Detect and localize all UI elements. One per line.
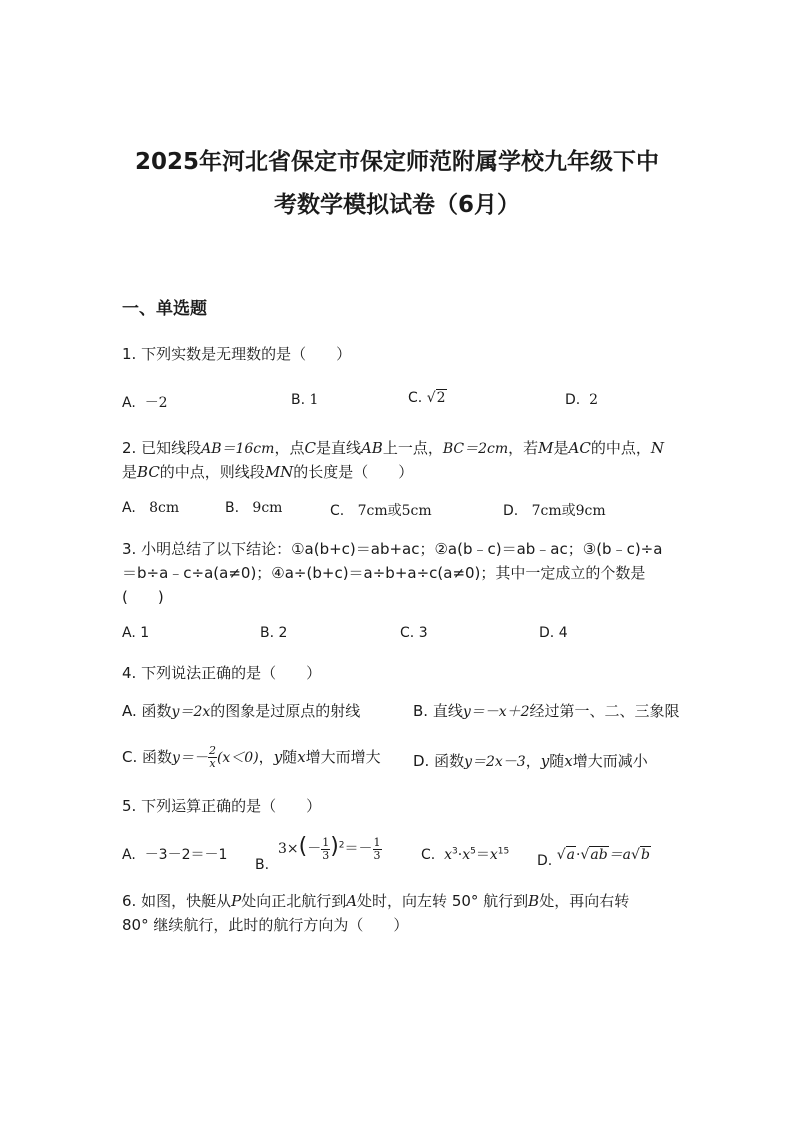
exam-title-line2: 考数学模拟试卷（6月）	[273, 192, 520, 218]
q2-option-a: A. 8cm	[122, 500, 180, 516]
q3-option-b: B. 2	[260, 625, 288, 641]
q5-option-b: B. 3×(－ $\frac{1}{3}$ )$^2$＝－ $\frac{1}{3}$	[255, 834, 381, 873]
q1-option-d: D. 2	[565, 392, 599, 408]
section-heading: 一、单选题	[122, 299, 207, 319]
q1-option-a: A. －2	[122, 395, 168, 411]
question-3-stem-line2: ＝b÷a﹣c÷a(a≠0)；④a÷(b+c)＝a÷b+a÷c(a≠0)；其中一定成立的个数是	[122, 564, 646, 582]
q3-option-a: A. 1	[122, 625, 150, 641]
question-4-stem: 4. 下列说法正确的是（ ）	[122, 664, 322, 682]
q4-option-b: B. 直线y＝－x＋2经过第一、二、三象限	[413, 702, 680, 720]
q4-option-d: D. 函数y＝2x－3，y随x增大而减小	[413, 752, 648, 770]
question-1-stem: 1. 下列实数是无理数的是（ ）	[122, 345, 352, 363]
q4-option-c: C. 函数y＝－ $\frac{2}{x}$ (x＜0)，y随x增大而增大	[122, 744, 381, 770]
q3-option-d: D. 4	[539, 625, 568, 641]
question-5-stem: 5. 下列运算正确的是（ ）	[122, 797, 322, 815]
question-6-stem-line1: 6. 如图，快艇从P处向正北航行到A处时，向左转 50° 航行到B处，再向右转	[122, 892, 630, 910]
q2-option-b: B. 9cm	[225, 500, 283, 516]
question-2-stem-line2: 是BC的中点，则线段MN的长度是（ ）	[122, 463, 414, 481]
question-6-stem-line2: 80° 继续航行，此时的航行方向为（ ）	[122, 916, 409, 934]
q2-option-d: D. 7cm或9cm	[503, 503, 606, 519]
q1-option-b: B. 1	[291, 392, 319, 408]
q3-option-c: C. 3	[400, 625, 428, 641]
question-3-stem-line3: ( )	[122, 588, 164, 606]
q5-option-d: D. √a·√ab＝a√b	[537, 847, 650, 869]
question-2-stem-line1: 2. 已知线段AB＝16cm，点C是直线AB上一点，BC＝2cm，若M是AC的中点，N	[122, 439, 664, 457]
q5-option-a: A. －3－2＝－1	[122, 847, 228, 863]
q1-option-c: C. √2	[408, 390, 446, 406]
exam-title-line1: 2025年河北省保定市保定师范附属学校九年级下中	[134, 149, 659, 175]
q2-option-c: C. 7cm或5cm	[330, 503, 432, 519]
q4-option-a: A. 函数y＝2x的图象是过原点的射线	[122, 702, 361, 720]
question-3-stem-line1: 3. 小明总结了以下结论：①a(b+c)＝ab+ac；②a(b﹣c)＝ab﹣ac；③(b﹣c)÷a	[122, 540, 663, 558]
q5-option-c: C. $x^3\cdot x^5=x^{15}$	[421, 846, 510, 863]
